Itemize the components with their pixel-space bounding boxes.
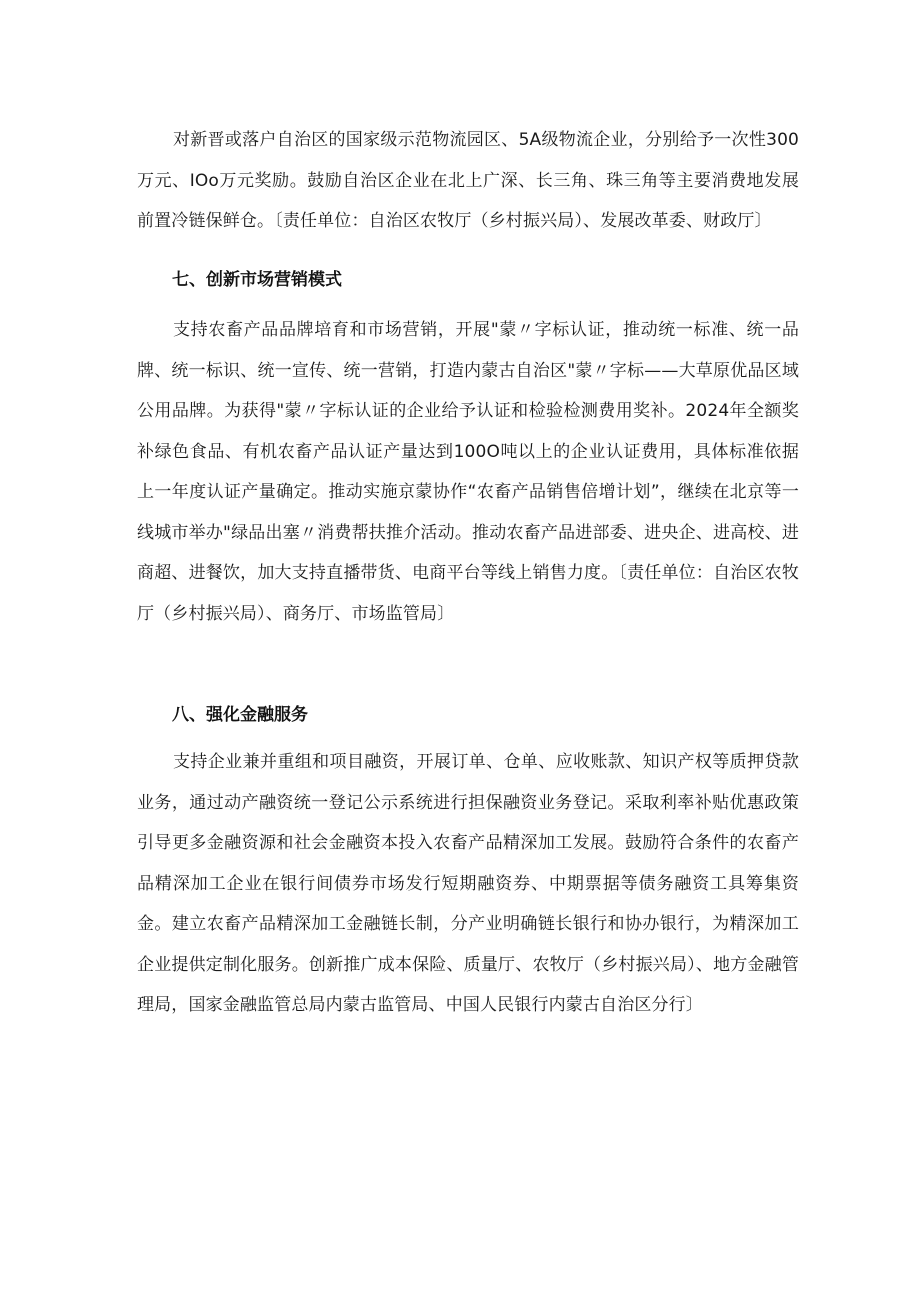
section-heading-marketing: 七、创新市场营销模式 — [172, 270, 342, 290]
policy-paragraph-marketing: 支持农畜产品品牌培育和市场营销，开展"蒙〃字标认证，推动统一标准、统一品牌、统一标识、统一宣传、统一营销，打造内蒙古自治区"蒙〃字标——大草原优品区域公用品牌。为获得"蒙〃字标认证的企业给予认证和检验检测费用奖补。2024年全额奖补绿色食品、有机农畜产品认证产量达到100O吨以上的企业认证费用，具体标准依据上一年度认证产量确定。推动实施京蒙协作“农畜产品销售倍增计划”，继续在北京等一线城市举办"绿品出塞〃消费帮扶推介活动。推动农畜产品进部委、进央企、进高校、进商超、进餐饮，加大支持直播带货、电商平台等线上销售力度。〔责任单位：自治区农牧厅（乡村振兴局）、商务厅、市场监管局〕 — [137, 320, 799, 624]
policy-paragraph-finance: 支持企业兼并重组和项目融资，开展订单、仓单、应收账款、知识产权等质押贷款业务，通过动产融资统一登记公示系统进行担保融资业务登记。采取利率补贴优惠政策引导更多金融资源和社会金融资本投入农畜产品精深加工发展。鼓励符合条件的农畜产品精深加工企业在银行间债券市场发行短期融资券、中期票据等债务融资工具筹集资金。建立农畜产品精深加工金融链长制，分产业明确链长银行和协办银行，为精深加工企业提供定制化服务。创新推广成本保险、质量厅、农牧厅（乡村振兴局）、地方金融管理局，国家金融监管总局内蒙古监管局、中国人民银行内蒙古自治区分行〕 — [137, 752, 799, 1015]
section-heading-finance: 八、强化金融服务 — [172, 705, 308, 725]
policy-paragraph-logistics: 对新晋或落户自治区的国家级示范物流园区、5A级物流企业，分别给予一次性300万元、IOo万元奖励。鼓励自治区企业在北上广深、长三角、珠三角等主要消费地发展前置冷链保鲜仓。〔责任单位：自治区农牧厅（乡村振兴局）、发展改革委、财政厅〕 — [137, 130, 799, 231]
